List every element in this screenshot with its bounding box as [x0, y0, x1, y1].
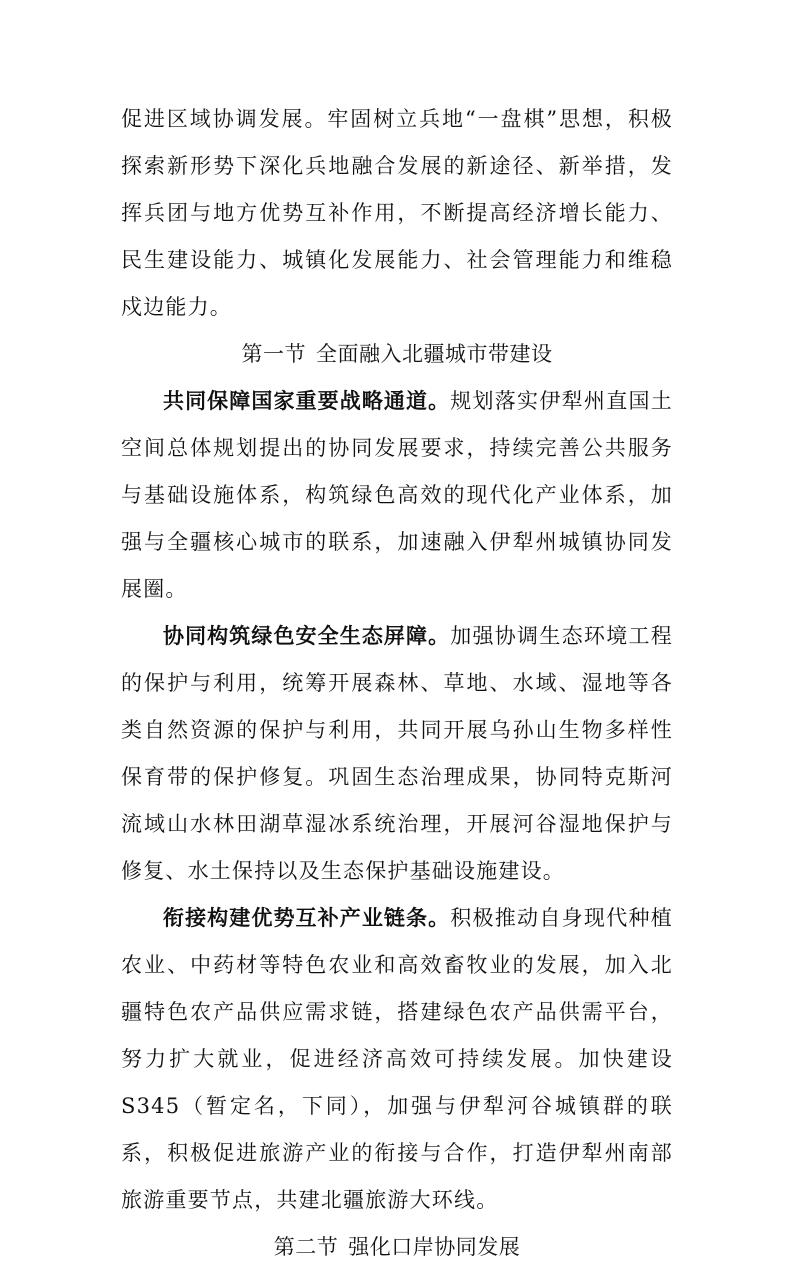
- section-number: 第一节: [241, 342, 306, 366]
- paragraph-lead: 协同构筑绿色安全生态屏障。: [163, 624, 451, 648]
- paragraph-strategic-corridor: [121, 378, 673, 613]
- intro-text: 促进区域协调发展。牢固树立兵地“一盘棋”思想，积极探索新形势下深化兵地融合发展的新途径、新举措，发挥兵团与地方优势互补作用，不断提高经济增长能力、民生建设能力、城镇化发展能力、社会管理能力和维稳戍边能力。: [121, 107, 673, 319]
- paragraph-lead: 衔接构建优势互补产业链条。: [163, 906, 451, 930]
- section-heading-2: [121, 1224, 673, 1271]
- intro-paragraph: [121, 96, 673, 331]
- section-title: 强化口岸协同发展: [348, 1235, 521, 1259]
- document-body: [121, 96, 673, 1271]
- section-number: 第二节: [273, 1235, 339, 1259]
- paragraph-lead: 共同保障国家重要战略通道。: [163, 389, 451, 413]
- section-title: 全面融入北疆城市带建设: [316, 342, 553, 366]
- paragraph-industry-chain: [121, 895, 673, 1224]
- paragraph-body: 加强协调生态环境工程的保护与利用，统筹开展森林、草地、水域、湿地等各类自然资源的保护与利用，共同开展乌孙山生物多样性保育带的保护修复。巩固生态治理成果，协同特克斯河流域山水林田湖草湿冰系统治理，开展河谷湿地保护与修复、水土保持以及生态保护基础设施建设。: [121, 624, 674, 883]
- paragraph-body: 规划落实伊犁州直国土空间总体规划提出的协同发展要求，持续完善公共服务与基础设施体系，构筑绿色高效的现代化产业体系，加强与全疆核心城市的联系，加速融入伊犁州城镇协同发展圈。: [121, 389, 674, 601]
- section-heading-1: [121, 331, 673, 378]
- paragraph-body: 积极推动自身现代种植农业、中药材等特色农业和高效畜牧业的发展，加入北疆特色农产品供应需求链，搭建绿色农产品供需平台，努力扩大就业，促进经济高效可持续发展。加快建设S345（暂定名，下同），加强与伊犁河谷城镇群的联系，积极促进旅游产业的衔接与合作，打造伊犁州南部旅游重要节点，共建北疆旅游大环线。: [121, 906, 674, 1212]
- paragraph-ecological-barrier: [121, 613, 673, 895]
